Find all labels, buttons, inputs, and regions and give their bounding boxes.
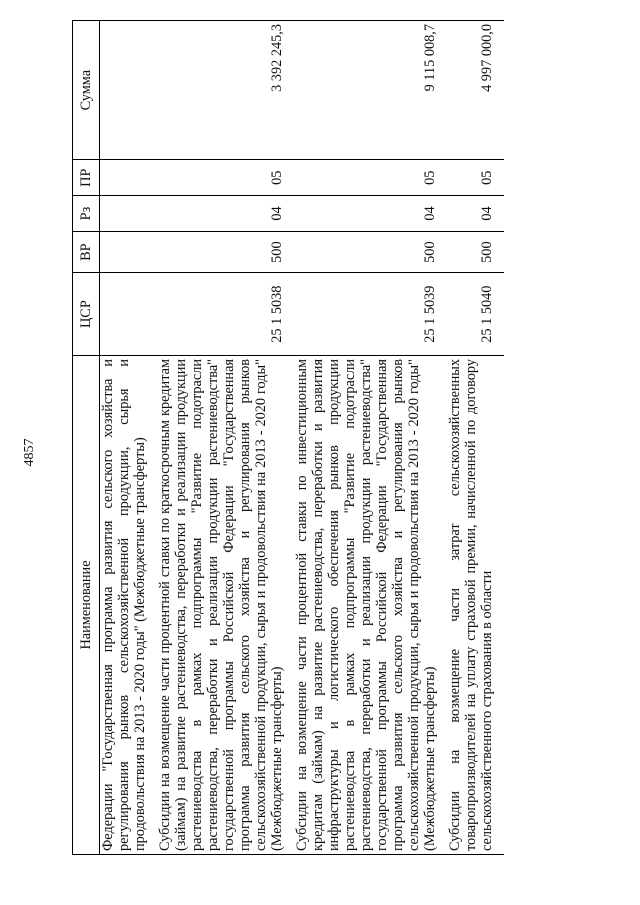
row-csr: 25 1 5039	[294, 273, 447, 356]
row-name: Субсидии на возмещение части процентной ставки по краткосрочным кредитам (займам) на развитие растениеводства, переработки и реализации продукции растениеводства в рамках подпрограммы "Развитие подотрасли растениеводства, переработки и реализации продукции растениеводства" государственной программы Российской Федерации "Государственная программа развития сельского хозяйства и регулирования рынков сельскохозяйственной продукции, сырья и продовольствия на 2013 - 2020 годы" (Межбюджетные трансферты)	[157, 355, 294, 854]
row-sum: 4 997 000,0	[447, 21, 504, 160]
row-csr: 25 1 5038	[157, 273, 294, 356]
row-name: Федерации "Государственная программа развития сельского хозяйства и регулирования рынков сельскохозяйственной продукции, сырья и продовольствия на 2013 - 2020 годы" (Межбюджетные трансферты)	[100, 355, 158, 854]
page-number: 4857	[22, 438, 37, 467]
row-vr: 500	[294, 231, 447, 272]
row-vr: 500	[157, 231, 294, 272]
row-vr: 500	[447, 231, 504, 272]
header-vr: ВР	[73, 231, 100, 272]
row-pr	[100, 160, 158, 196]
row-rz: 04	[294, 196, 447, 232]
header-sum: Сумма	[73, 21, 100, 160]
table-row	[157, 21, 294, 855]
row-sum: 9 115 008,7	[294, 21, 447, 160]
row-sum: 3 392 245,3	[157, 21, 294, 160]
row-rz: 04	[447, 196, 504, 232]
row-pr: 05	[157, 160, 294, 196]
row-rz: 04	[157, 196, 294, 232]
row-vr	[100, 231, 158, 272]
table-row	[447, 21, 504, 855]
row-sum	[100, 21, 158, 160]
budget-table	[72, 20, 504, 855]
table-row	[100, 21, 158, 855]
header-rz: Рз	[73, 196, 100, 232]
row-pr: 05	[294, 160, 447, 196]
row-csr	[100, 273, 158, 356]
row-csr: 25 1 5040	[447, 273, 504, 356]
header-pr: ПР	[73, 160, 100, 196]
row-name: Субсидии на возмещение части затрат сельскохозяйственных товаропроизводителей на уплату страховой премии, начисленной по договору сельскохозяйственного страхования в области	[447, 355, 504, 854]
header-name: Наименование	[73, 355, 100, 854]
row-pr: 05	[447, 160, 504, 196]
table-header-row	[73, 21, 100, 855]
table-row	[294, 21, 447, 855]
row-rz	[100, 196, 158, 232]
row-name: Субсидии на возмещение части процентной ставки по инвестиционным кредитам (займам) на развитие растениеводства, переработки и развития инфраструктуры и логистического обеспечения рынков продукции растениеводства в рамках подпрограммы "Развитие подотрасли растениеводства, переработки и реализации продукции растениеводства" государственной программы Российской Федерации "Государственная программа развития сельского хозяйства и регулирования рынков сельскохозяйственной продукции, сырья и продовольствия на 2013 - 2020 годы" (Межбюджетные трансферты)	[294, 355, 447, 854]
header-csr: ЦСР	[73, 273, 100, 356]
